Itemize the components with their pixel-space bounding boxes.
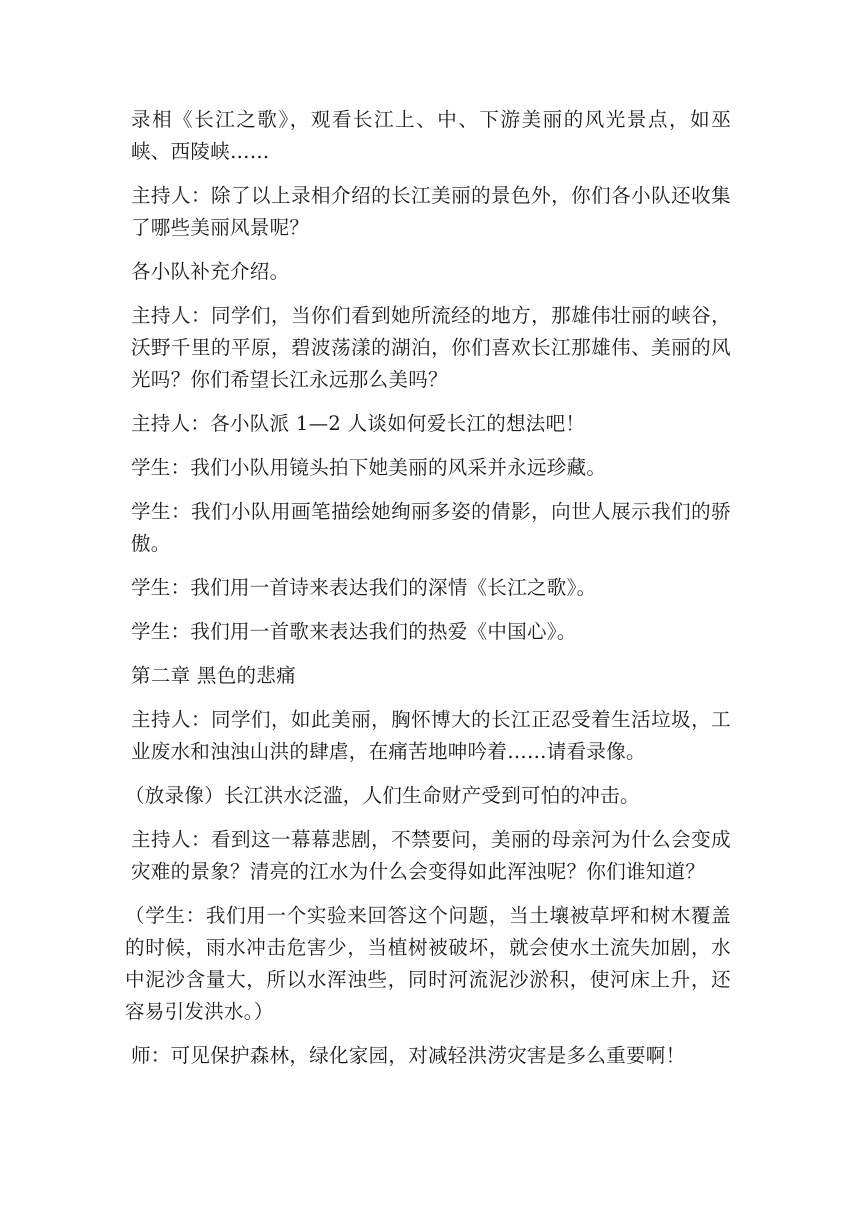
paragraph-student-painting: 学生：我们小队用画笔描绘她绚丽多姿的倩影，向世人展示我们的骄傲。 [131,500,731,555]
paragraph-host-scenery: 主持人：同学们，当你们看到她所流经的地方，那雄伟壮丽的峡谷，沃野千里的平原，碧波荡漾的湖泊，你们喜欢长江那雄伟、美丽的风光吗？你们希望长江永远那么美吗？ [131,304,731,391]
paragraph-host-pollution: 主持人：同学们，如此美丽，胸怀博大的长江正忍受着生活垃圾，工业废水和浊浊山洪的肆虐，在痛苦地呻吟着……请看录像。 [131,708,731,763]
chapter-heading: 第二章 黑色的悲痛 [131,664,296,687]
paragraph-flood-video: （放录像）长江洪水泛滥，人们生命财产受到可怕的冲击。 [125,784,640,807]
paragraph-student-song: 学生：我们用一首歌来表达我们的热爱《中国心》。 [131,620,577,643]
document-page [125,104,731,1084]
paragraph-host-tragedy: 主持人：看到这一幕幕悲剧，不禁要问，美丽的母亲河为什么会变成灾难的景象？清亮的江水为什么会变得如此浑浊呢？你们谁知道？ [131,828,731,883]
paragraph-host-discussion: 主持人：各小队派 1—2 人谈如何爱长江的想法吧！ [131,412,586,435]
paragraph-student-poem: 学生：我们用一首诗来表达我们的深情《长江之歌》。 [131,576,597,599]
paragraph-teams-supplement: 各小队补充介绍。 [131,260,290,283]
paragraph-video-intro: 录相《长江之歌》，观看长江上、中、下游美丽的风光景点，如巫峡、西陵峡…… [131,108,731,163]
paragraph-host-question: 主持人：除了以上录相介绍的长江美丽的景色外，你们各小队还收集了哪些美丽风景呢？ [131,184,731,239]
paragraph-student-experiment: （学生：我们用一个实验来回答这个问题，当土壤被草坪和树木覆盖的时候，雨水冲击危害少，当植树被破坏，就会使水土流失加剧，水中泥沙含量大，所以水浑浊些，同时河流泥沙淤积，使河床上升，还容易引发洪水。） [125,904,731,1023]
paragraph-student-camera: 学生：我们小队用镜头拍下她美丽的风采并永远珍藏。 [131,456,607,479]
paragraph-teacher-conclusion: 师：可见保护森林，绿化家园，对减轻洪涝灾害是多么重要啊！ [131,1044,686,1067]
